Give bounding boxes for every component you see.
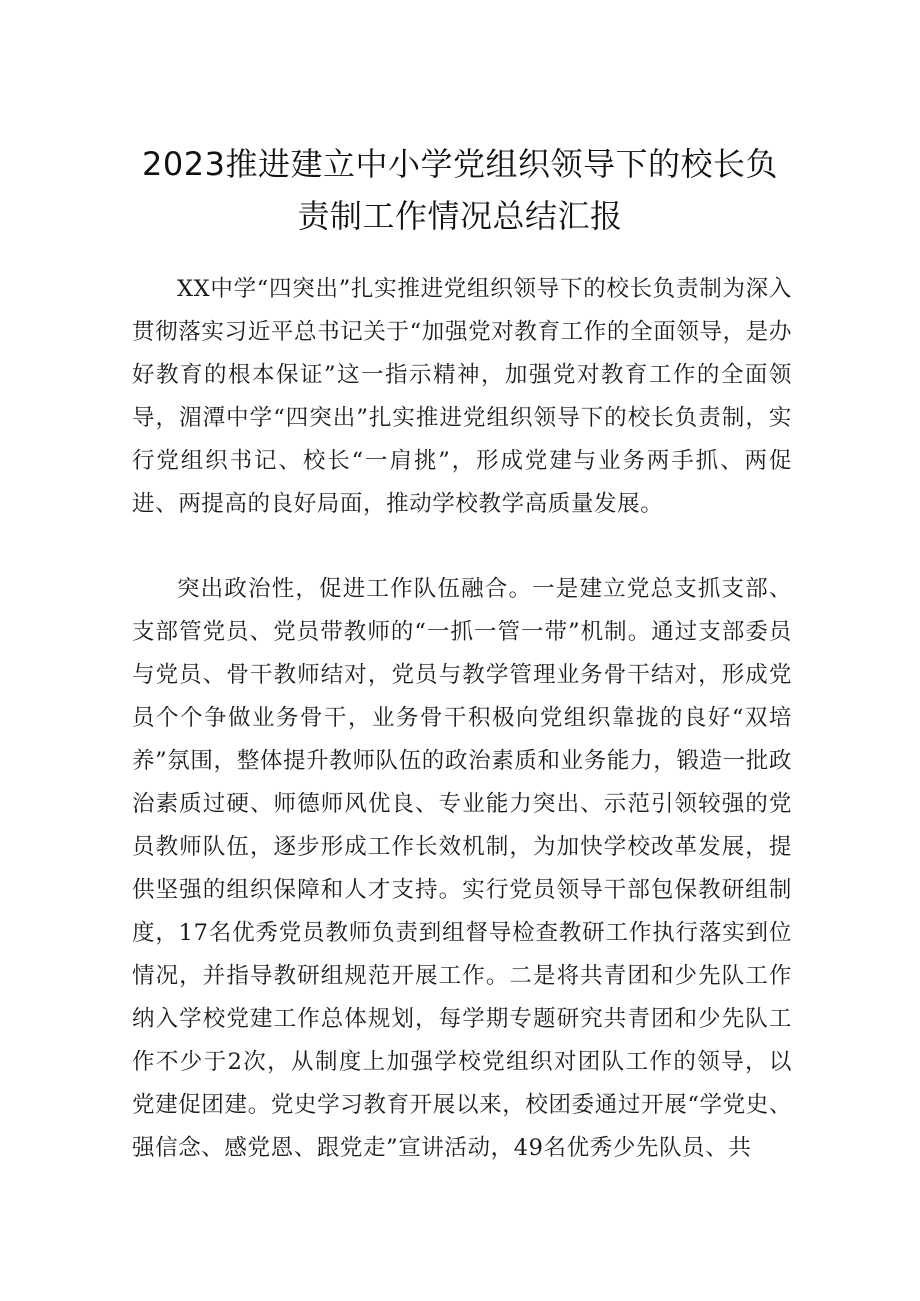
paragraph-2: 突出政治性，促进工作队伍融合。一是建立党总支抓支部、支部管党员、党员带教师的“一抓一管一带”机制。通过支部委员与党员、骨干教师结对，党员与教学管理业务骨干结对，形成党员个个争做业务骨干，业务骨干积极向党组织靠拢的良好“双培养”氛围，整体提升教师队伍的政治素质和业务能力，锻造一批政治素质过硬、师德师风优良、专业能力突出、示范引领较强的党员教师队伍，逐步形成工作长效机制，为加快学校改革发展，提供坚强的组织保障和人才支持。实行党员领导干部包保教研组制度，17名优秀党员教师负责到组督导检查教研工作执行落实到位情况，并指导教研组规范开展工作。二是将共青团和少先队工作纳入学校党建工作总体规划，每学期专题研究共青团和少先队工作不少于2次，从制度上加强学校党组织对团队工作的领导，以党建促团建。党史学习教育开展以来，校团委通过开展“学党史、强信念、感党恩、跟党走”宣讲活动，49名优秀少先队员、共: [132, 576, 792, 1161]
paragraph-1: XX中学“四突出”扎实推进党组织领导下的校长负责制为深入贯彻落实习近平总书记关于“加强党对教育工作的全面领导，是办好教育的根本保证”这一指示精神，加强党对教育工作的全面领导，湄潭中学“四突出”扎实推进党组织领导下的校长负责制，实行党组织书记、校长“一肩挑”，形成党建与业务两手抓、两促进、两提高的良好局面，推动学校教学高质量发展。: [132, 276, 792, 517]
document-title-line-1: 2023推进建立中小学党组织领导下的校长负: [142, 145, 778, 183]
body-section-1: [132, 268, 792, 526]
document-title-line-2: 责制工作情况总结汇报: [297, 197, 623, 235]
body-section-2: [132, 568, 792, 1170]
